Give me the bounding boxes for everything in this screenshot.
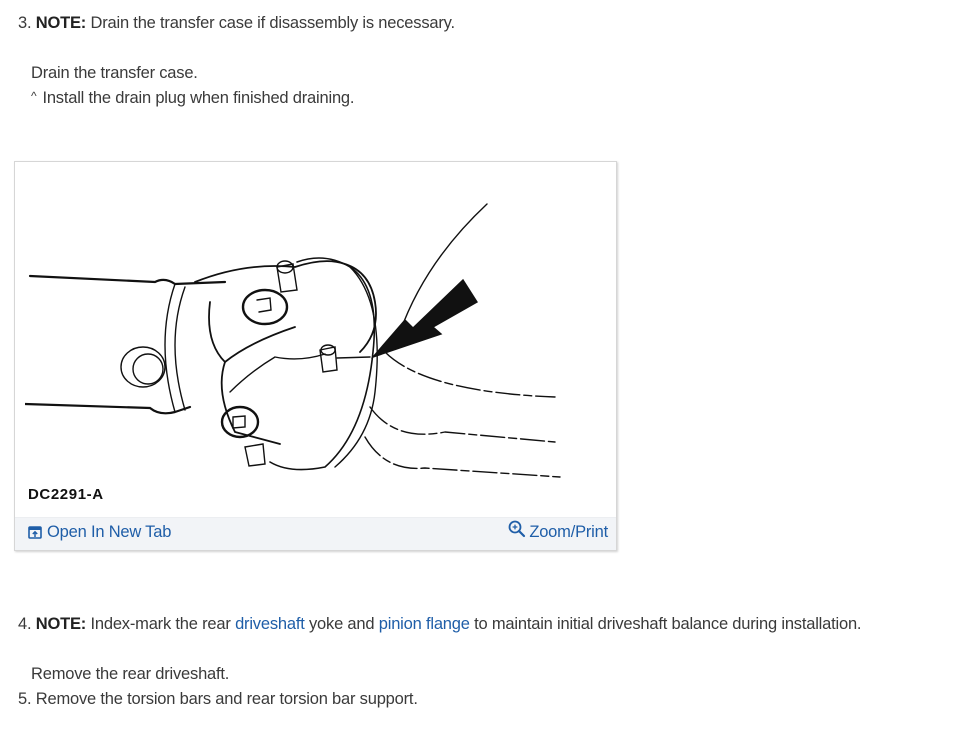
figure-toolbar <box>15 517 616 550</box>
step-text: Remove the torsion bars and rear torsion bar support. <box>35 690 418 708</box>
step-3-instruction: Drain the transfer case. <box>31 64 198 82</box>
note-label: NOTE: <box>35 14 87 32</box>
note-text: Index-mark the rear <box>86 615 236 633</box>
step-number: 5. <box>18 690 32 708</box>
step-3-note <box>18 14 455 33</box>
figure-caption: DC2291-A <box>28 486 104 503</box>
pinion-flange-link[interactable]: pinion flange <box>378 615 470 633</box>
zoom-print-button[interactable] <box>508 523 608 542</box>
sub-bullet-text: Install the drain plug when finished draining. <box>42 89 355 107</box>
driveshaft-link[interactable]: driveshaft <box>235 615 305 633</box>
step-5 <box>18 690 418 709</box>
open-in-new-tab-button[interactable] <box>28 523 171 542</box>
open-in-new-tab-label: Open In New Tab <box>47 523 172 541</box>
step-3-sub-bullet <box>31 89 354 108</box>
zoom-print-label: Zoom/Print <box>529 523 608 541</box>
note-text: to maintain initial driveshaft balance during installation. <box>469 615 862 633</box>
open-new-tab-icon <box>28 526 42 539</box>
note-label: NOTE: <box>35 615 87 633</box>
step-number: 4. <box>18 615 32 633</box>
driveshaft-yoke-illustration <box>25 192 585 482</box>
step-4-instruction: Remove the rear driveshaft. <box>31 665 230 683</box>
note-text: yoke and <box>304 615 379 633</box>
figure-panel <box>14 161 617 551</box>
step-number: 3. <box>18 14 32 32</box>
zoom-in-icon <box>508 520 526 538</box>
caret-bullet-icon: ^ <box>31 89 37 103</box>
note-text: Drain the transfer case if disassembly is necessary. <box>86 14 455 32</box>
step-4-note <box>18 615 861 634</box>
